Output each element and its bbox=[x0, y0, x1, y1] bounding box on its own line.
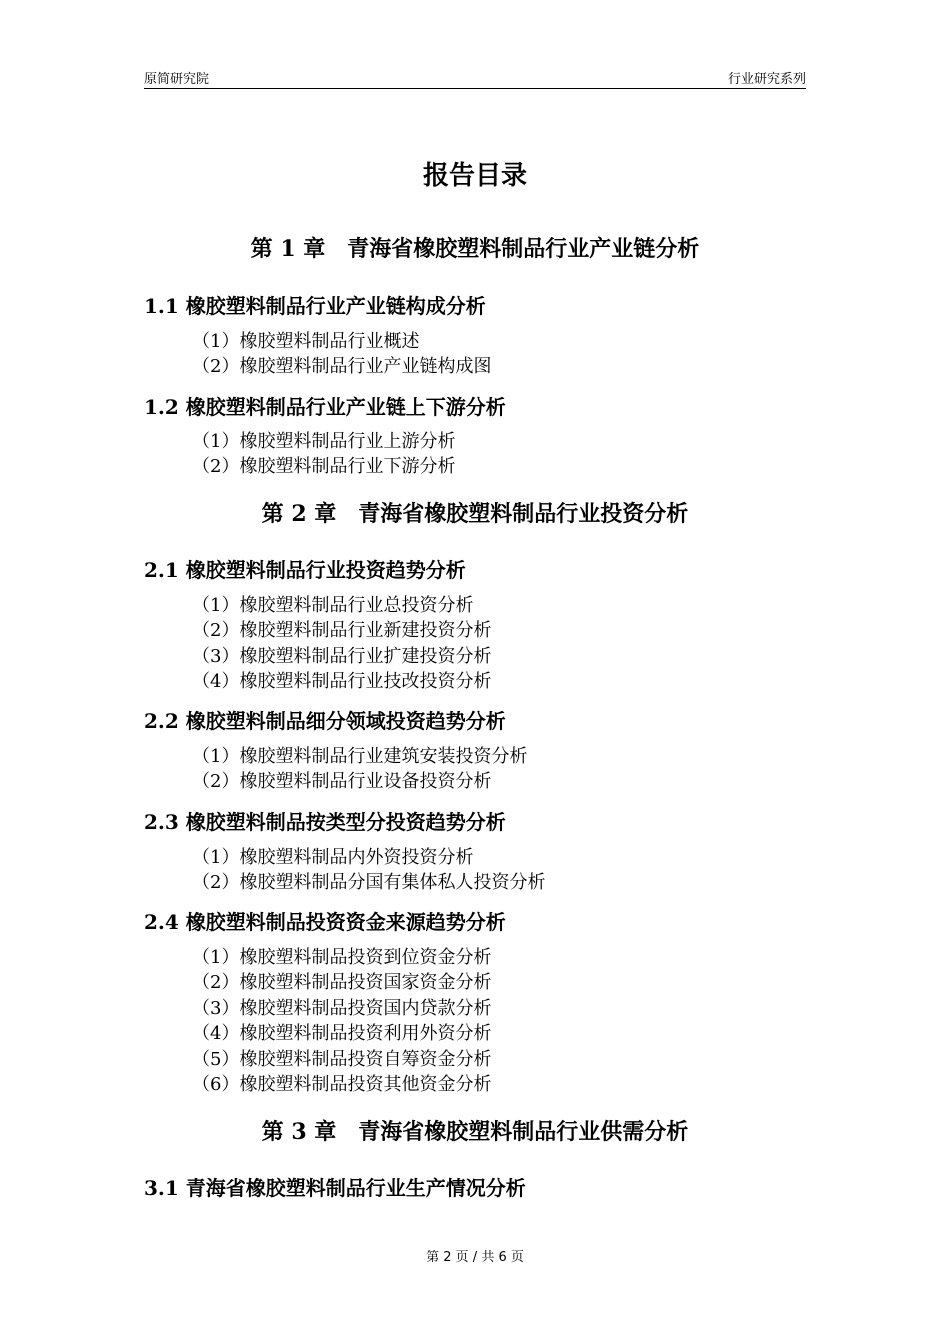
toc-item: （2）橡胶塑料制品投资国家资金分析 bbox=[192, 972, 492, 994]
toc-item: （6）橡胶塑料制品投资其他资金分析 bbox=[192, 1073, 492, 1095]
toc-item: （2）橡胶塑料制品行业产业链构成图 bbox=[192, 356, 492, 378]
page-number-footer: 第 2 页 / 共 6 页 bbox=[426, 1250, 524, 1265]
section-1-2-heading: 1.2 橡胶塑料制品行业产业链上下游分析 bbox=[144, 395, 506, 419]
header-org-name: 原简研究院 bbox=[144, 72, 210, 87]
toc-item: （5）橡胶塑料制品投资自筹资金分析 bbox=[192, 1048, 492, 1070]
chapter-3-heading: 第 3 章 青海省橡胶塑料制品行业供需分析 bbox=[261, 1119, 689, 1145]
report-toc-title: 报告目录 bbox=[422, 161, 527, 191]
toc-item: （4）橡胶塑料制品投资利用外资分析 bbox=[192, 1023, 492, 1045]
section-2-3-heading: 2.3 橡胶塑料制品按类型分投资趋势分析 bbox=[144, 810, 506, 834]
header-series-name: 行业研究系列 bbox=[727, 72, 806, 87]
toc-item: （3）橡胶塑料制品投资国内贷款分析 bbox=[192, 997, 492, 1019]
toc-item: （3）橡胶塑料制品行业扩建投资分析 bbox=[192, 645, 492, 667]
section-2-4-items bbox=[192, 945, 491, 1097]
toc-item: （1）橡胶塑料制品行业建筑安装投资分析 bbox=[192, 746, 528, 767]
section-1-1-items bbox=[192, 329, 491, 380]
chapter-1-heading: 第 1 章 青海省橡胶塑料制品行业产业链分析 bbox=[250, 236, 700, 262]
toc-item: （2）橡胶塑料制品行业新建投资分析 bbox=[192, 620, 492, 642]
section-2-3-items bbox=[192, 845, 545, 896]
toc-item: （1）橡胶塑料制品行业概述 bbox=[192, 331, 420, 352]
section-3-1-heading: 3.1 青海省橡胶塑料制品行业生产情况分析 bbox=[144, 1176, 526, 1200]
section-2-1-heading: 2.1 橡胶塑料制品行业投资趋势分析 bbox=[144, 558, 466, 582]
toc-item: （1）橡胶塑料制品行业总投资分析 bbox=[192, 595, 474, 616]
chapter-2-heading: 第 2 章 青海省橡胶塑料制品行业投资分析 bbox=[261, 501, 689, 527]
section-2-1-items bbox=[192, 593, 491, 695]
section-1-2-items bbox=[192, 429, 455, 480]
section-2-2-heading: 2.2 橡胶塑料制品细分领域投资趋势分析 bbox=[144, 709, 506, 733]
toc-item: （2）橡胶塑料制品分国有集体私人投资分析 bbox=[192, 872, 546, 894]
section-2-2-items bbox=[192, 744, 527, 795]
toc-item: （1）橡胶塑料制品行业上游分析 bbox=[192, 431, 456, 452]
section-1-1-heading: 1.1 橡胶塑料制品行业产业链构成分析 bbox=[144, 294, 486, 318]
toc-item: （2）橡胶塑料制品行业设备投资分析 bbox=[192, 771, 492, 793]
toc-item: （1）橡胶塑料制品内外资投资分析 bbox=[192, 847, 474, 868]
toc-item: （4）橡胶塑料制品行业技改投资分析 bbox=[192, 671, 492, 693]
page-header bbox=[144, 66, 806, 89]
section-2-4-heading: 2.4 橡胶塑料制品投资资金来源趋势分析 bbox=[144, 910, 506, 934]
toc-item: （2）橡胶塑料制品行业下游分析 bbox=[192, 456, 456, 478]
toc-item: （1）橡胶塑料制品投资到位资金分析 bbox=[192, 947, 492, 968]
